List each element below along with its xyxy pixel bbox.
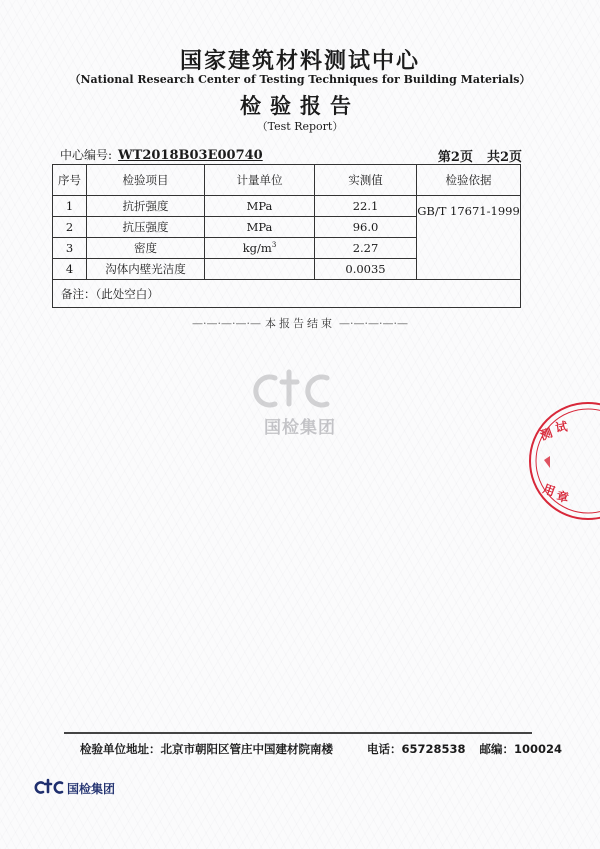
svg-text:用: 用	[540, 481, 558, 499]
row-value: 2.27	[315, 238, 417, 259]
lab-phone: 电话：65728538	[367, 742, 466, 756]
row-unit-cell	[205, 238, 315, 259]
watermark-text: 国检集团	[264, 418, 336, 438]
row-item: 密度	[87, 238, 205, 259]
header-basis: 检验依据	[417, 165, 521, 196]
row-item: 抗压强度	[87, 217, 205, 238]
organization-name-en: （National Research Center of Testing Techniques for Building Materials）	[69, 73, 531, 86]
header-no: 序号	[53, 165, 87, 196]
row-no: 3	[53, 238, 87, 259]
table-row	[53, 196, 521, 217]
row-value: 22.1	[315, 196, 417, 217]
row-value: 0.0035	[315, 259, 417, 280]
center-number-label: 中心编号:	[60, 148, 113, 162]
report-title-cn: 检验报告	[240, 93, 360, 118]
lab-address: 检验单位地址：北京市朝阳区管庄中国建材院南楼	[80, 742, 333, 756]
report-title-en: （Test Report）	[256, 120, 344, 133]
center-number	[60, 146, 263, 163]
table-header-row	[53, 165, 521, 196]
row-item: 抗折强度	[87, 196, 205, 217]
organization-name-cn: 国家建筑材料测试中心	[179, 48, 420, 74]
report-end-marker	[0, 315, 600, 331]
bottom-logo	[34, 778, 124, 798]
remark-cell: 备注：（此处空白）	[53, 280, 521, 308]
remark-label: 备注	[61, 286, 84, 301]
center-number-value: WT2018B03E00740	[118, 148, 263, 163]
row-no: 2	[53, 217, 87, 238]
test-results-table	[52, 164, 521, 308]
svg-text:试: 试	[554, 419, 569, 435]
remark-value: （此处空白）	[95, 286, 159, 301]
ctc-logo-icon	[34, 778, 66, 796]
header-value: 实测值	[315, 165, 417, 196]
end-dashes-left: —·—·—·—·—	[192, 317, 261, 330]
lab-postcode: 邮编：100024	[479, 742, 563, 756]
unit-superscript: 3	[271, 241, 277, 250]
row-unit: MPa	[205, 196, 315, 217]
bottom-brand-name: 国检集团	[67, 782, 116, 796]
page-total: 共2页	[486, 150, 522, 165]
remark-row	[53, 280, 521, 308]
test-basis: GB/T 17671-1999	[417, 196, 521, 280]
footer-divider	[64, 732, 532, 734]
row-unit	[205, 259, 315, 280]
end-dashes-right: —·—·—·—·—	[339, 317, 408, 330]
end-text: 本报告结束	[265, 317, 335, 330]
page-indicator	[438, 146, 522, 165]
header-unit: 计量单位	[205, 165, 315, 196]
row-value: 96.0	[315, 217, 417, 238]
red-seal-stamp	[524, 396, 600, 526]
footer-info	[80, 741, 562, 757]
row-unit: MPa	[205, 217, 315, 238]
svg-text:测: 测	[538, 425, 555, 443]
row-no: 4	[53, 259, 87, 280]
row-item: 沟体内壁光洁度	[87, 259, 205, 280]
row-unit: kg/m	[242, 241, 272, 255]
page-number: 第2页	[437, 150, 473, 165]
svg-text:章: 章	[555, 489, 570, 506]
header-item: 检验项目	[87, 165, 205, 196]
row-no: 1	[53, 196, 87, 217]
ctc-watermark-logo	[245, 364, 345, 414]
